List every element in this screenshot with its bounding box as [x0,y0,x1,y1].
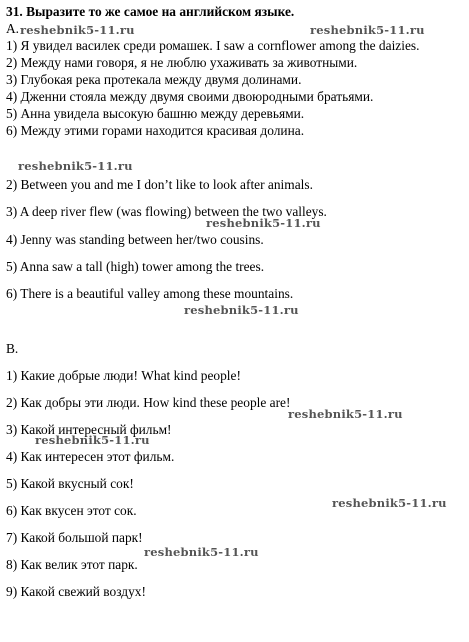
watermark: reshebnik5-11.ru [288,407,403,421]
watermark: reshebnik5-11.ru [206,216,321,230]
section-a-en-item-4: 4) Jenny was standing between her/two cousins. [6,232,264,247]
section-b-item-7: 7) Какой большой парк! [6,530,143,545]
section-a-ru-item-4: 4) Дженни стояла между двумя своими двоюродными братьями. [6,89,374,104]
section-a-label: A. [6,21,20,36]
watermark: reshebnik5-11.ru [20,23,135,37]
watermark: reshebnik5-11.ru [35,433,150,447]
section-b-item-8: 8) Как велик этот парк. [6,557,138,572]
section-a-ru-item-6: 6) Между этими горами находится красивая долина. [6,123,305,138]
watermark: reshebnik5-11.ru [184,303,299,317]
section-b-item-3: 3) Какой интересный фильм! [6,422,172,437]
section-b-item-2: 2) Как добры эти люди. How kind these people are! [6,395,291,410]
section-a-en-item-2: 2) Between you and me I don’t like to look after animals. [6,177,313,192]
watermark: reshebnik5-11.ru [332,496,447,510]
section-b-item-4: 4) Как интересен этот фильм. [6,449,175,464]
section-a-en-item-6: 6) There is a beautiful valley among these mountains. [6,286,294,301]
section-b-item-5: 5) Какой вкусный сок! [6,476,134,491]
watermark: reshebnik5-11.ru [18,159,133,173]
section-b-item-6: 6) Как вкусен этот сок. [6,503,137,518]
section-b-label: B. [6,341,19,356]
page-title: 31. Выразите то же самое на английском языке. [6,4,295,19]
section-a-en-item-5: 5) Anna saw a tall (high) tower among the trees. [6,259,265,274]
watermark: reshebnik5-11.ru [310,23,425,37]
section-a-ru-item-1: 1) Я увидел василек среди ромашек. I saw a cornflower among the daizies. [6,38,420,53]
watermark: reshebnik5-11.ru [144,545,259,559]
section-a-ru-item-5: 5) Анна увидела высокую башню между деревьями. [6,106,305,121]
section-b-item-1: 1) Какие добрые люди! What kind people! [6,368,241,383]
section-a-ru-item-2: 2) Между нами говоря, я не люблю ухаживать за животными. [6,55,358,70]
section-b-item-9: 9) Какой свежий воздух! [6,584,146,599]
section-a-en-item-3: 3) A deep river flew (was flowing) between the two valleys. [6,204,327,219]
section-a-ru-item-3: 3) Глубокая река протекала между двумя долинами. [6,72,302,87]
